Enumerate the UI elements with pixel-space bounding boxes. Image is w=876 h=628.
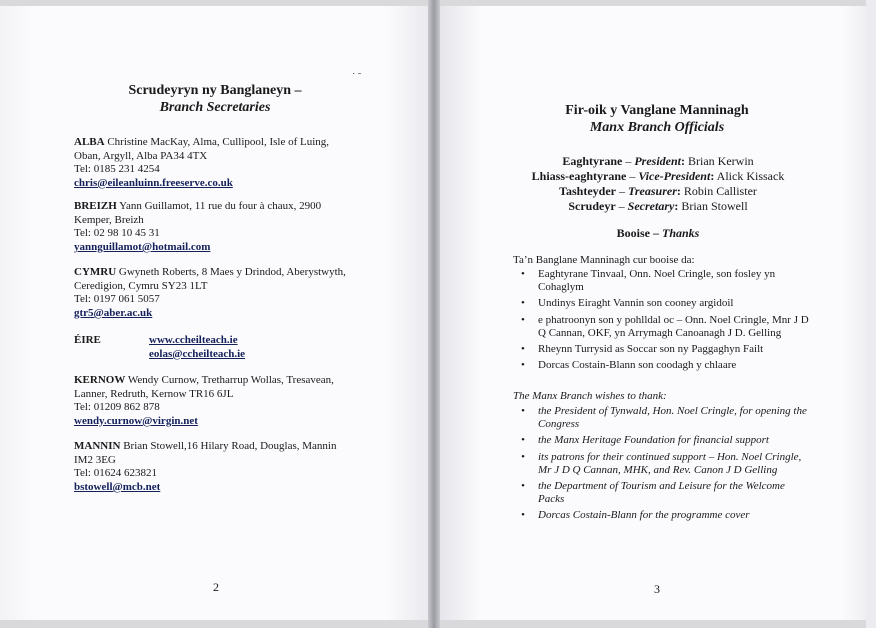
entry-address-line: Gwyneth Roberts, 8 Maes y Drindod, Aberystwyth,: [118, 266, 346, 278]
manx-thanks-list: [513, 268, 813, 375]
list-item: • its patrons for their continued support – Hon. Noel Cringle, Mr J D Q Cannan, MHK, and Rev. Canon J D Gelling: [513, 451, 813, 477]
eire-website-link[interactable]: www.ccheilteach.ie: [149, 334, 238, 346]
entry-alba: [74, 136, 374, 190]
branch-secretaries-heading: [70, 82, 360, 116]
entry-address-line: IM2 3EG: [74, 453, 116, 466]
entry-address-line: Yann Guillamot, 11 rue du four à chaux, 2900: [119, 200, 322, 212]
list-item: • Dorcas Costain-Blann son coodagh y chlaare: [513, 359, 813, 372]
list-item: • the Department of Tourism and Leisure for the Welcome Packs: [513, 480, 813, 506]
officer-row: Scrudeyr – Secretary: Brian Stowell: [568, 199, 748, 213]
heading-manx: Fir-oik y Vanglane Manninagh: [565, 103, 749, 118]
english-thanks-list: [513, 405, 813, 526]
entry-address-line: Christine MacKay, Alma, Cullipool, Isle of Luing,: [107, 136, 330, 148]
entry-email-link[interactable]: chris@eileanluinn.freeserve.co.uk: [74, 176, 233, 189]
list-item: • Undinys Eiraght Vannin son cooney argidoil: [513, 297, 813, 310]
list-item: • Eaghtyrane Tinvaal, Onn. Noel Cringle, son fosley yn Cohaglym: [513, 268, 813, 294]
page-number-right: 3: [654, 582, 660, 596]
entry-phone: Tel: 01209 862 878: [74, 401, 160, 414]
heading-english: Manx Branch Officials: [589, 120, 725, 135]
entry-kernow: [74, 374, 374, 428]
page-number-left: 2: [213, 580, 219, 594]
thanks-heading: Booise – Thanks: [616, 226, 700, 240]
entry-address-line: Ceredigion, Cymru SY23 1LT: [74, 279, 208, 292]
stray-mark-icon: ˙ ̃: [352, 72, 358, 83]
heading-manx: Scrudeyryn ny Banglaneyn –: [128, 83, 302, 98]
entry-email-link[interactable]: bstowell@mcb.net: [74, 480, 161, 493]
entry-phone: Tel: 0185 231 4254: [74, 163, 160, 176]
entry-code: CYMRU: [74, 266, 117, 278]
heading-english: Branch Secretaries: [159, 100, 271, 115]
entry-address-line: Oban, Argyll, Alba PA34 4TX: [74, 149, 208, 162]
entry-email-link[interactable]: wendy.curnow@virgin.net: [74, 414, 198, 427]
list-item: • the President of Tynwald, Hon. Noel Cringle, for opening the Congress: [513, 405, 813, 431]
entry-code: ÉIRE: [74, 334, 101, 346]
list-item: • e phatroonyn son y pohlldal oc – Onn. Noel Cringle, Mnr J D Q Cannan, OKF, yn Arrymagh Canoanagh J D. Gelling: [513, 314, 813, 340]
english-thanks-intro: The Manx Branch wishes to thank:: [513, 390, 667, 402]
entry-email-link[interactable]: gtr5@aber.ac.uk: [74, 306, 153, 319]
officer-row: Tashteyder – Treasurer: Robin Callister: [559, 184, 757, 198]
eire-email-link[interactable]: eolas@ccheilteach.ie: [149, 347, 246, 360]
entry-code: KERNOW: [74, 374, 126, 386]
entry-phone: Tel: 0197 061 5057: [74, 293, 160, 306]
list-item: • Dorcas Costain-Blann for the programme cover: [513, 509, 813, 522]
manx-thanks-intro: Ta’n Banglane Manninagh cur booise da:: [513, 254, 695, 266]
entry-code: BREIZH: [74, 200, 117, 212]
entry-address-line: Wendy Curnow, Tretharrup Wollas, Tresavean,: [127, 374, 334, 386]
entry-code: MANNIN: [74, 440, 121, 452]
page-edge: [866, 0, 876, 628]
entry-email-link[interactable]: yannguillamot@hotmail.com: [74, 240, 211, 253]
manx-officials-heading: [512, 102, 802, 136]
entry-address-line: Lanner, Redruth, Kernow TR16 6JL: [74, 387, 234, 400]
officers-list: [500, 154, 816, 214]
entry-phone: Tel: 01624 623821: [74, 467, 157, 480]
list-item: • the Manx Heritage Foundation for financial support: [513, 434, 813, 447]
entry-cymru: [74, 266, 374, 320]
entry-mannin: [74, 440, 374, 494]
entry-address-line: Brian Stowell,16 Hilary Road, Douglas, Mannin: [123, 440, 337, 452]
officer-row: Eaghtyrane – President: Brian Kerwin: [562, 154, 754, 168]
entry-address-line: Kemper, Breizh: [74, 213, 144, 226]
list-item: • Rheynn Turrysid as Soccar son ny Paggaghyn Failt: [513, 343, 813, 356]
entry-phone: Tel: 02 98 10 45 31: [74, 227, 160, 240]
entry-code: ALBA: [74, 136, 105, 148]
officer-row: Lhiass-eaghtyrane – Vice-President: Alick Kissack: [531, 169, 785, 183]
book-gutter: [428, 0, 440, 628]
entry-breizh: [74, 200, 374, 254]
